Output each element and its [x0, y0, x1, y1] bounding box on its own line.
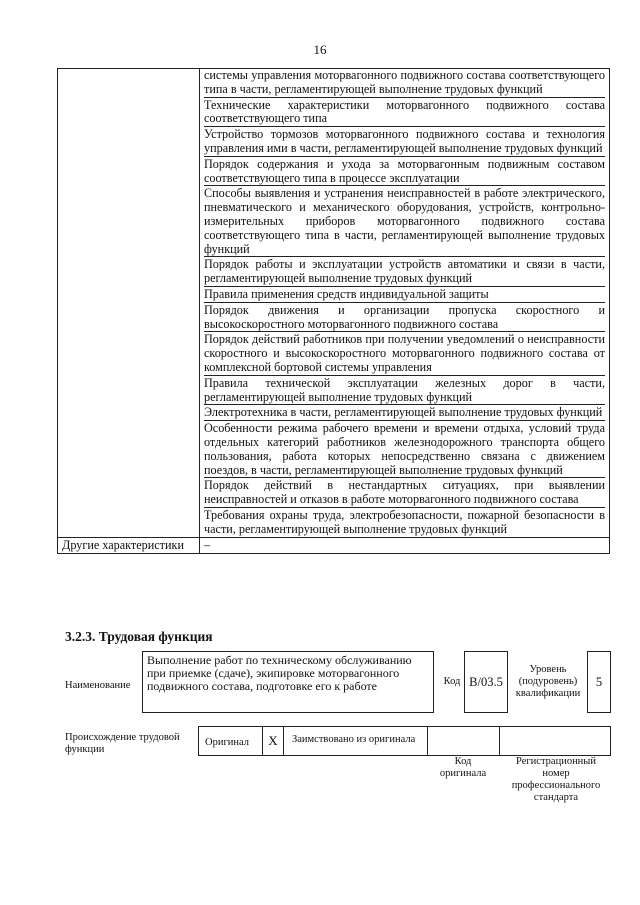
function-name-box: Выполнение работ по техническому обслуживанию при приемке (сдаче), экипировке моторвагонного подвижного состава, подготовке его к работе: [142, 651, 434, 713]
requirements-table: [57, 68, 610, 554]
requirement-item: Правила технической эксплуатации железных дорог в части, регламентирующей выполнение трудовых функций: [204, 375, 605, 404]
requirements-list-cell: [200, 69, 610, 538]
requirement-item: Электротехника в части, регламентирующей выполнение трудовых функций: [204, 404, 605, 420]
origin-label: Происхождение трудовой функции: [65, 732, 180, 755]
other-characteristics-label: Другие характеристики: [58, 537, 200, 554]
requirement-item: Порядок содержания и ухода за моторвагонным подвижным составом соответствующего типа в процессе эксплуатации: [204, 156, 605, 185]
requirement-item: Правила применения средств индивидуальной защиты: [204, 286, 605, 302]
qualification-level-label: Уровень (подуровень) квалификации: [515, 664, 581, 699]
requirement-item: Порядок действий в нестандартных ситуациях, при выявлении неисправностей и отказов в работе моторвагонного подвижного состава: [204, 478, 605, 507]
requirement-item: Порядок движения и организации пропуска скоростного и высокоскоростного моторвагонного подвижного состава: [204, 302, 605, 331]
page-number: 16: [313, 42, 327, 57]
requirement-item: Требования охраны труда, электробезопасности, пожарной безопасности в части, регламентирующей выполнение трудовых функций: [204, 507, 605, 536]
requirement-item: системы управления моторвагонного подвижного состава соответствующего типа в части, регламентирующей выполнение трудовых функций: [204, 68, 605, 96]
requirement-item: Устройство тормозов моторвагонного подвижного состава и технология управления ими в части, регламентирующей выполнение трудовых функций: [204, 127, 605, 155]
code-value-box: В/03.5: [464, 651, 508, 713]
requirement-item: Порядок действий работников при получении уведомлений о неисправности скоростного и высокоскоростного моторвагонного подвижного состава от комплексной бортовой системы управления: [204, 332, 605, 374]
name-label: Наименование: [65, 680, 131, 691]
original-label: Оригинал: [205, 737, 249, 748]
origin-divider: [427, 726, 428, 756]
registration-number-caption: Регистрационный номер профессионального стандарта: [511, 756, 601, 803]
section-title: 3.2.3. Трудовая функция: [65, 629, 213, 644]
original-mark: X: [262, 726, 284, 756]
requirements-left-cell: [58, 69, 200, 538]
requirement-item: Порядок работы и эксплуатации устройств автоматики и связи в части, регламентирующей выполнение трудовых функций: [204, 257, 605, 286]
other-characteristics-value: –: [200, 537, 610, 554]
code-label: Код: [443, 676, 461, 687]
requirement-item: Способы выявления и устранения неисправностей в работе электрического, пневматического и механического оборудования, устройств, контрольно-измерительных приборов моторвагонного подвижного состава соответствующего типа в части, регламентирующей выполнение трудовых функций: [204, 186, 605, 256]
borrowed-label: Заимствовано из оригинала: [292, 734, 416, 745]
requirement-item: Технические характеристики моторвагонного подвижного состава соответствующего типа: [204, 97, 605, 126]
qualification-level-value: 5: [587, 651, 611, 713]
origin-divider: [499, 726, 500, 756]
requirement-item: Особенности режима рабочего времени и времени отдыха, условий труда отдельных категорий работников железнодорожного транспорта общего пользования, работа которых непосредственно связана с движением поездов, в части, регламентирующей выполнение трудовых функций: [204, 421, 605, 477]
code-original-caption: Код оригинала: [439, 756, 487, 779]
